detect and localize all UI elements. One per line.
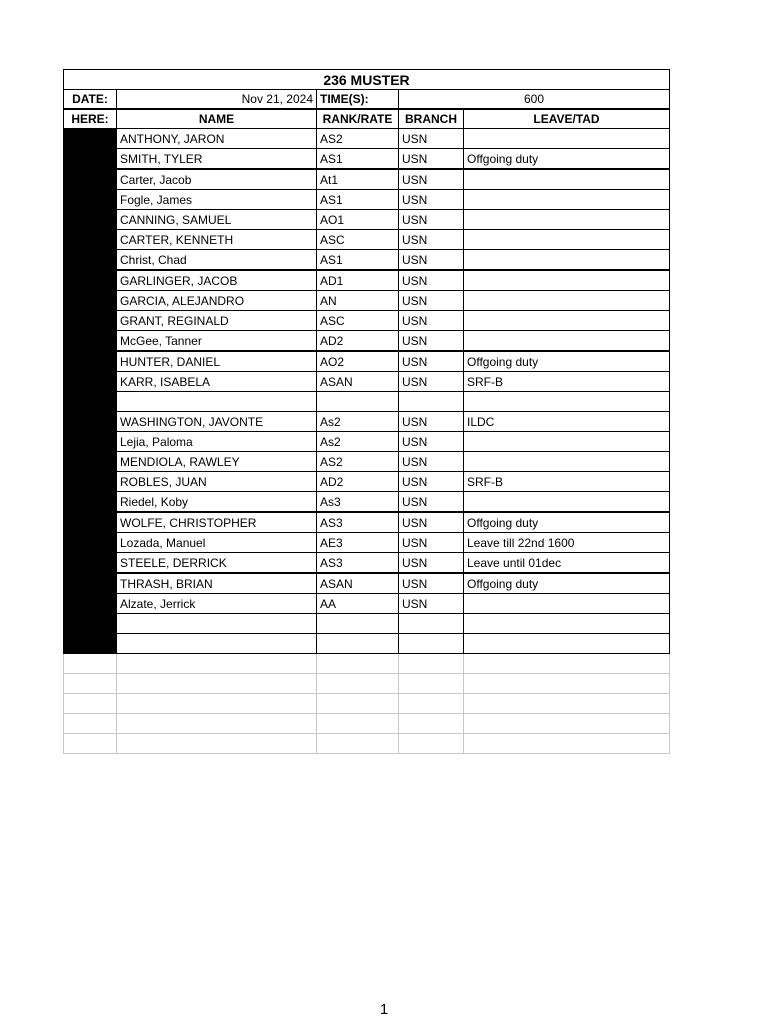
here-cell[interactable]: [64, 250, 117, 271]
date-label: DATE:: [64, 90, 117, 110]
rank-cell[interactable]: AD2: [317, 472, 399, 492]
branch-cell[interactable]: USN: [399, 129, 464, 149]
table-row: [64, 250, 670, 271]
name-cell[interactable]: Alzate, Jerrick: [117, 594, 317, 614]
name-cell[interactable]: Lejia, Paloma: [117, 432, 317, 452]
leave-cell[interactable]: [464, 452, 670, 472]
name-cell[interactable]: Fogle, James: [117, 190, 317, 210]
empty-row: [64, 654, 670, 674]
leave-cell[interactable]: SRF-B: [464, 372, 670, 392]
empty-cell[interactable]: [399, 674, 464, 694]
rank-cell[interactable]: AD2: [317, 331, 399, 352]
leave-cell[interactable]: [464, 190, 670, 210]
empty-cell[interactable]: [64, 714, 117, 734]
header-leave: LEAVE/TAD: [464, 109, 670, 129]
leave-cell[interactable]: [464, 432, 670, 452]
rank-cell[interactable]: [317, 614, 399, 634]
leave-cell[interactable]: [464, 270, 670, 291]
here-cell[interactable]: [64, 291, 117, 311]
empty-cell[interactable]: [317, 654, 399, 674]
leave-cell[interactable]: [464, 492, 670, 513]
empty-cell[interactable]: [317, 674, 399, 694]
leave-cell[interactable]: [464, 331, 670, 352]
table-row: [64, 169, 670, 190]
here-cell[interactable]: [64, 412, 117, 432]
name-cell[interactable]: THRASH, BRIAN: [117, 573, 317, 594]
table-row: [64, 351, 670, 372]
leave-cell[interactable]: Offgoing duty: [464, 351, 670, 372]
branch-cell[interactable]: USN: [399, 210, 464, 230]
empty-cell[interactable]: [399, 734, 464, 754]
table-row: [64, 311, 670, 331]
table-row: [64, 270, 670, 291]
name-cell[interactable]: Riedel, Koby: [117, 492, 317, 513]
leave-cell[interactable]: [464, 311, 670, 331]
leave-cell[interactable]: [464, 129, 670, 149]
branch-cell[interactable]: USN: [399, 594, 464, 614]
name-cell[interactable]: CANNING, SAMUEL: [117, 210, 317, 230]
empty-cell[interactable]: [399, 714, 464, 734]
branch-cell[interactable]: [399, 392, 464, 412]
leave-cell[interactable]: [464, 634, 670, 654]
branch-cell[interactable]: [399, 614, 464, 634]
branch-cell[interactable]: USN: [399, 492, 464, 513]
here-cell[interactable]: [64, 553, 117, 574]
rank-cell[interactable]: AS1: [317, 190, 399, 210]
table-row: [64, 392, 670, 412]
name-cell[interactable]: ANTHONY, JARON: [117, 129, 317, 149]
table-row: [64, 331, 670, 352]
rank-cell[interactable]: AS1: [317, 250, 399, 271]
leave-cell[interactable]: [464, 291, 670, 311]
date-time-row: [64, 90, 670, 110]
name-cell[interactable]: MENDIOLA, RAWLEY: [117, 452, 317, 472]
header-rank: RANK/RATE: [317, 109, 399, 129]
branch-cell[interactable]: USN: [399, 452, 464, 472]
here-cell[interactable]: [64, 351, 117, 372]
rank-cell[interactable]: As2: [317, 432, 399, 452]
rank-cell[interactable]: AN: [317, 291, 399, 311]
empty-cell[interactable]: [64, 654, 117, 674]
empty-cell[interactable]: [117, 714, 317, 734]
here-cell[interactable]: [64, 210, 117, 230]
table-row: [64, 372, 670, 392]
empty-cell[interactable]: [64, 694, 117, 714]
branch-cell[interactable]: USN: [399, 351, 464, 372]
here-cell[interactable]: [64, 533, 117, 553]
rank-cell[interactable]: ASC: [317, 230, 399, 250]
branch-cell[interactable]: USN: [399, 553, 464, 574]
table-row: [64, 291, 670, 311]
muster-table: [63, 69, 670, 754]
branch-cell[interactable]: USN: [399, 149, 464, 170]
here-cell[interactable]: [64, 614, 117, 634]
name-cell[interactable]: WOLFE, CHRISTOPHER: [117, 512, 317, 533]
empty-row: [64, 694, 670, 714]
name-cell[interactable]: Carter, Jacob: [117, 169, 317, 190]
here-cell[interactable]: [64, 472, 117, 492]
title-row: [64, 70, 670, 90]
page-number: 1: [379, 1001, 389, 1018]
empty-cell[interactable]: [317, 714, 399, 734]
branch-cell[interactable]: USN: [399, 331, 464, 352]
leave-cell[interactable]: [464, 210, 670, 230]
rank-cell[interactable]: [317, 392, 399, 412]
name-cell[interactable]: [117, 614, 317, 634]
name-cell[interactable]: [117, 392, 317, 412]
rank-cell[interactable]: AO2: [317, 351, 399, 372]
branch-cell[interactable]: USN: [399, 169, 464, 190]
branch-cell[interactable]: USN: [399, 190, 464, 210]
table-row: [64, 432, 670, 452]
empty-cell[interactable]: [399, 694, 464, 714]
rank-cell[interactable]: ASAN: [317, 372, 399, 392]
branch-cell[interactable]: USN: [399, 291, 464, 311]
branch-cell[interactable]: USN: [399, 432, 464, 452]
rank-cell[interactable]: AS1: [317, 149, 399, 170]
name-cell[interactable]: GARCIA, ALEJANDRO: [117, 291, 317, 311]
rank-cell[interactable]: ASAN: [317, 573, 399, 594]
name-cell[interactable]: GRANT, REGINALD: [117, 311, 317, 331]
rank-cell[interactable]: AE3: [317, 533, 399, 553]
empty-cell[interactable]: [317, 734, 399, 754]
branch-cell[interactable]: USN: [399, 472, 464, 492]
here-cell[interactable]: [64, 634, 117, 654]
here-cell[interactable]: [64, 492, 117, 513]
empty-cell[interactable]: [117, 674, 317, 694]
name-cell[interactable]: KARR, ISABELA: [117, 372, 317, 392]
table-row: [64, 553, 670, 574]
table-row: [64, 512, 670, 533]
here-cell[interactable]: [64, 169, 117, 190]
here-cell[interactable]: [64, 432, 117, 452]
table-row: [64, 573, 670, 594]
name-cell[interactable]: Christ, Chad: [117, 250, 317, 271]
leave-cell[interactable]: Offgoing duty: [464, 149, 670, 170]
rank-cell[interactable]: AS3: [317, 512, 399, 533]
table-row: [64, 594, 670, 614]
leave-cell[interactable]: [464, 392, 670, 412]
rank-cell[interactable]: As2: [317, 412, 399, 432]
header-here: HERE:: [64, 109, 117, 129]
empty-cell[interactable]: [464, 694, 670, 714]
header-name: NAME: [117, 109, 317, 129]
empty-cell[interactable]: [464, 714, 670, 734]
rank-cell[interactable]: AD1: [317, 270, 399, 291]
here-cell[interactable]: [64, 311, 117, 331]
here-cell[interactable]: [64, 129, 117, 149]
here-cell[interactable]: [64, 512, 117, 533]
table-row: [64, 634, 670, 654]
name-cell[interactable]: CARTER, KENNETH: [117, 230, 317, 250]
name-cell[interactable]: [117, 634, 317, 654]
name-cell[interactable]: McGee, Tanner: [117, 331, 317, 352]
branch-cell[interactable]: USN: [399, 311, 464, 331]
leave-cell[interactable]: Leave until 01dec: [464, 553, 670, 574]
empty-row: [64, 674, 670, 694]
here-cell[interactable]: [64, 270, 117, 291]
table-row: [64, 452, 670, 472]
table-row: [64, 149, 670, 170]
leave-cell[interactable]: [464, 230, 670, 250]
empty-cell[interactable]: [117, 694, 317, 714]
table-row: [64, 190, 670, 210]
table-row: [64, 533, 670, 553]
branch-cell[interactable]: [399, 634, 464, 654]
branch-cell[interactable]: USN: [399, 512, 464, 533]
here-cell[interactable]: [64, 392, 117, 412]
branch-cell[interactable]: USN: [399, 372, 464, 392]
empty-cell[interactable]: [464, 654, 670, 674]
table-row: [64, 472, 670, 492]
name-cell[interactable]: SMITH, TYLER: [117, 149, 317, 170]
name-cell[interactable]: STEELE, DERRICK: [117, 553, 317, 574]
branch-cell[interactable]: USN: [399, 270, 464, 291]
empty-cell[interactable]: [464, 734, 670, 754]
name-cell[interactable]: Lozada, Manuel: [117, 533, 317, 553]
empty-cell[interactable]: [464, 674, 670, 694]
here-cell[interactable]: [64, 372, 117, 392]
rank-cell[interactable]: AS3: [317, 553, 399, 574]
leave-cell[interactable]: Offgoing duty: [464, 512, 670, 533]
table-row: [64, 492, 670, 513]
date-value[interactable]: Nov 21, 2024: [117, 90, 317, 110]
branch-cell[interactable]: USN: [399, 573, 464, 594]
name-cell[interactable]: WASHINGTON, JAVONTE: [117, 412, 317, 432]
name-cell[interactable]: HUNTER, DANIEL: [117, 351, 317, 372]
rank-cell[interactable]: [317, 634, 399, 654]
empty-cell[interactable]: [64, 674, 117, 694]
sheet-title: 236 MUSTER: [64, 70, 670, 90]
empty-row: [64, 734, 670, 754]
branch-cell[interactable]: USN: [399, 533, 464, 553]
table-row: [64, 210, 670, 230]
empty-cell[interactable]: [399, 654, 464, 674]
table-row: [64, 129, 670, 149]
leave-cell[interactable]: SRF-B: [464, 472, 670, 492]
here-cell[interactable]: [64, 230, 117, 250]
here-cell[interactable]: [64, 331, 117, 352]
leave-cell[interactable]: [464, 250, 670, 271]
table-row: [64, 230, 670, 250]
rank-cell[interactable]: AS2: [317, 452, 399, 472]
empty-cell[interactable]: [64, 734, 117, 754]
rank-cell[interactable]: ASC: [317, 311, 399, 331]
leave-cell[interactable]: Offgoing duty: [464, 573, 670, 594]
muster-sheet: [63, 69, 669, 754]
header-branch: BRANCH: [399, 109, 464, 129]
branch-cell[interactable]: USN: [399, 230, 464, 250]
table-row: [64, 412, 670, 432]
rank-cell[interactable]: AA: [317, 594, 399, 614]
rank-cell[interactable]: AO1: [317, 210, 399, 230]
empty-row: [64, 714, 670, 734]
rank-cell[interactable]: AS2: [317, 129, 399, 149]
empty-cell[interactable]: [117, 734, 317, 754]
branch-cell[interactable]: USN: [399, 412, 464, 432]
branch-cell[interactable]: USN: [399, 250, 464, 271]
time-value[interactable]: 600: [399, 90, 670, 110]
here-cell[interactable]: [64, 190, 117, 210]
leave-cell[interactable]: [464, 594, 670, 614]
empty-cell[interactable]: [317, 694, 399, 714]
rank-cell[interactable]: At1: [317, 169, 399, 190]
table-row: [64, 614, 670, 634]
here-cell[interactable]: [64, 149, 117, 170]
empty-cell[interactable]: [117, 654, 317, 674]
here-cell[interactable]: [64, 594, 117, 614]
header-row: [64, 109, 670, 129]
leave-cell[interactable]: [464, 614, 670, 634]
name-cell[interactable]: ROBLES, JUAN: [117, 472, 317, 492]
leave-cell[interactable]: ILDC: [464, 412, 670, 432]
here-cell[interactable]: [64, 452, 117, 472]
here-cell[interactable]: [64, 573, 117, 594]
rank-cell[interactable]: As3: [317, 492, 399, 513]
leave-cell[interactable]: Leave till 22nd 1600: [464, 533, 670, 553]
name-cell[interactable]: GARLINGER, JACOB: [117, 270, 317, 291]
time-label: TIME(S):: [317, 90, 399, 110]
leave-cell[interactable]: [464, 169, 670, 190]
